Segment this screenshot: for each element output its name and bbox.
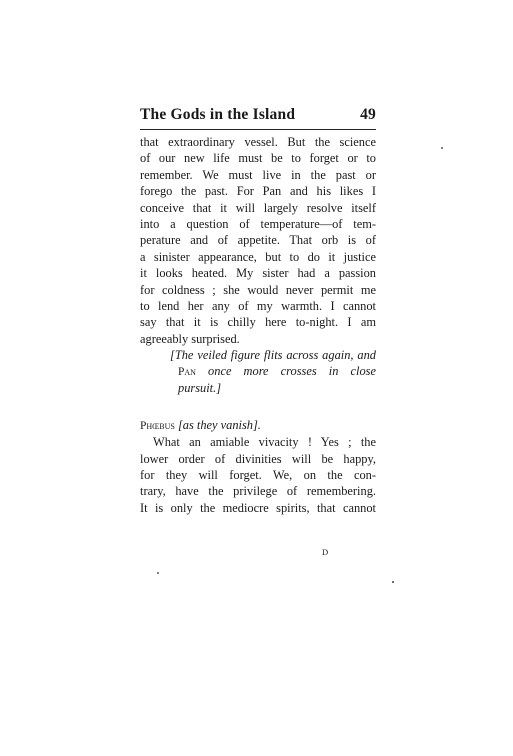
text-line: perature and of appetite. That orb is of [140,233,376,248]
text-line: remember. We must live in the past or [140,167,376,182]
text-line: conceive that it will largely resolve itself [140,200,376,215]
speaker-name: Phœbus [140,420,175,433]
text-line: say that it is chilly here to-night. I am [140,315,376,330]
stage-direction-line: [The veiled figure flits across again, and [170,348,376,363]
text-line: it looks heated. My sister had a passion [140,266,376,281]
text-line: for coldness ; she would never permit me [140,282,376,297]
character-name: Pan [178,366,196,379]
paper-speck [392,581,394,583]
running-header [140,106,376,128]
text-line: that extraordinary vessel. But the science [140,135,376,149]
text-line: trary, have the privilege of remembering. [140,484,376,499]
header-rule [140,129,376,130]
text-line: agreeably surprised. [140,331,240,346]
text-line: of our new life must be to forget or to [140,151,376,166]
paper-speck [441,147,443,149]
text-line: for they will forget. We, on the con- [140,468,376,483]
signature-mark: D [322,547,329,557]
stage-direction-line: pursuit.] [178,380,222,395]
text-line: to lend her any of my warmth. I cannot [140,298,376,313]
paper-speck [157,572,159,574]
page-number: 49 [360,106,376,123]
stage-direction-text: once more crosses in close [195,364,376,379]
text-line: It is only the mediocre spirits, that cannot [140,500,376,515]
text-line: into a question of temperature—of tem- [140,216,376,231]
speaker-heading [140,416,376,434]
spacer [140,396,376,416]
stage-direction-line [140,363,376,379]
text-line: What an amiable vivacity ! Yes ; the [153,435,376,450]
text-line: lower order of divinities will be happy, [140,451,376,466]
speaker-direction: [as they vanish]. [177,418,261,433]
text-line: forego the past. For Pan and his likes I [140,184,376,199]
text-line: a sinister appearance, but to do it justice [140,249,376,264]
body-text [140,134,376,516]
running-title: The Gods in the Island [140,106,296,123]
